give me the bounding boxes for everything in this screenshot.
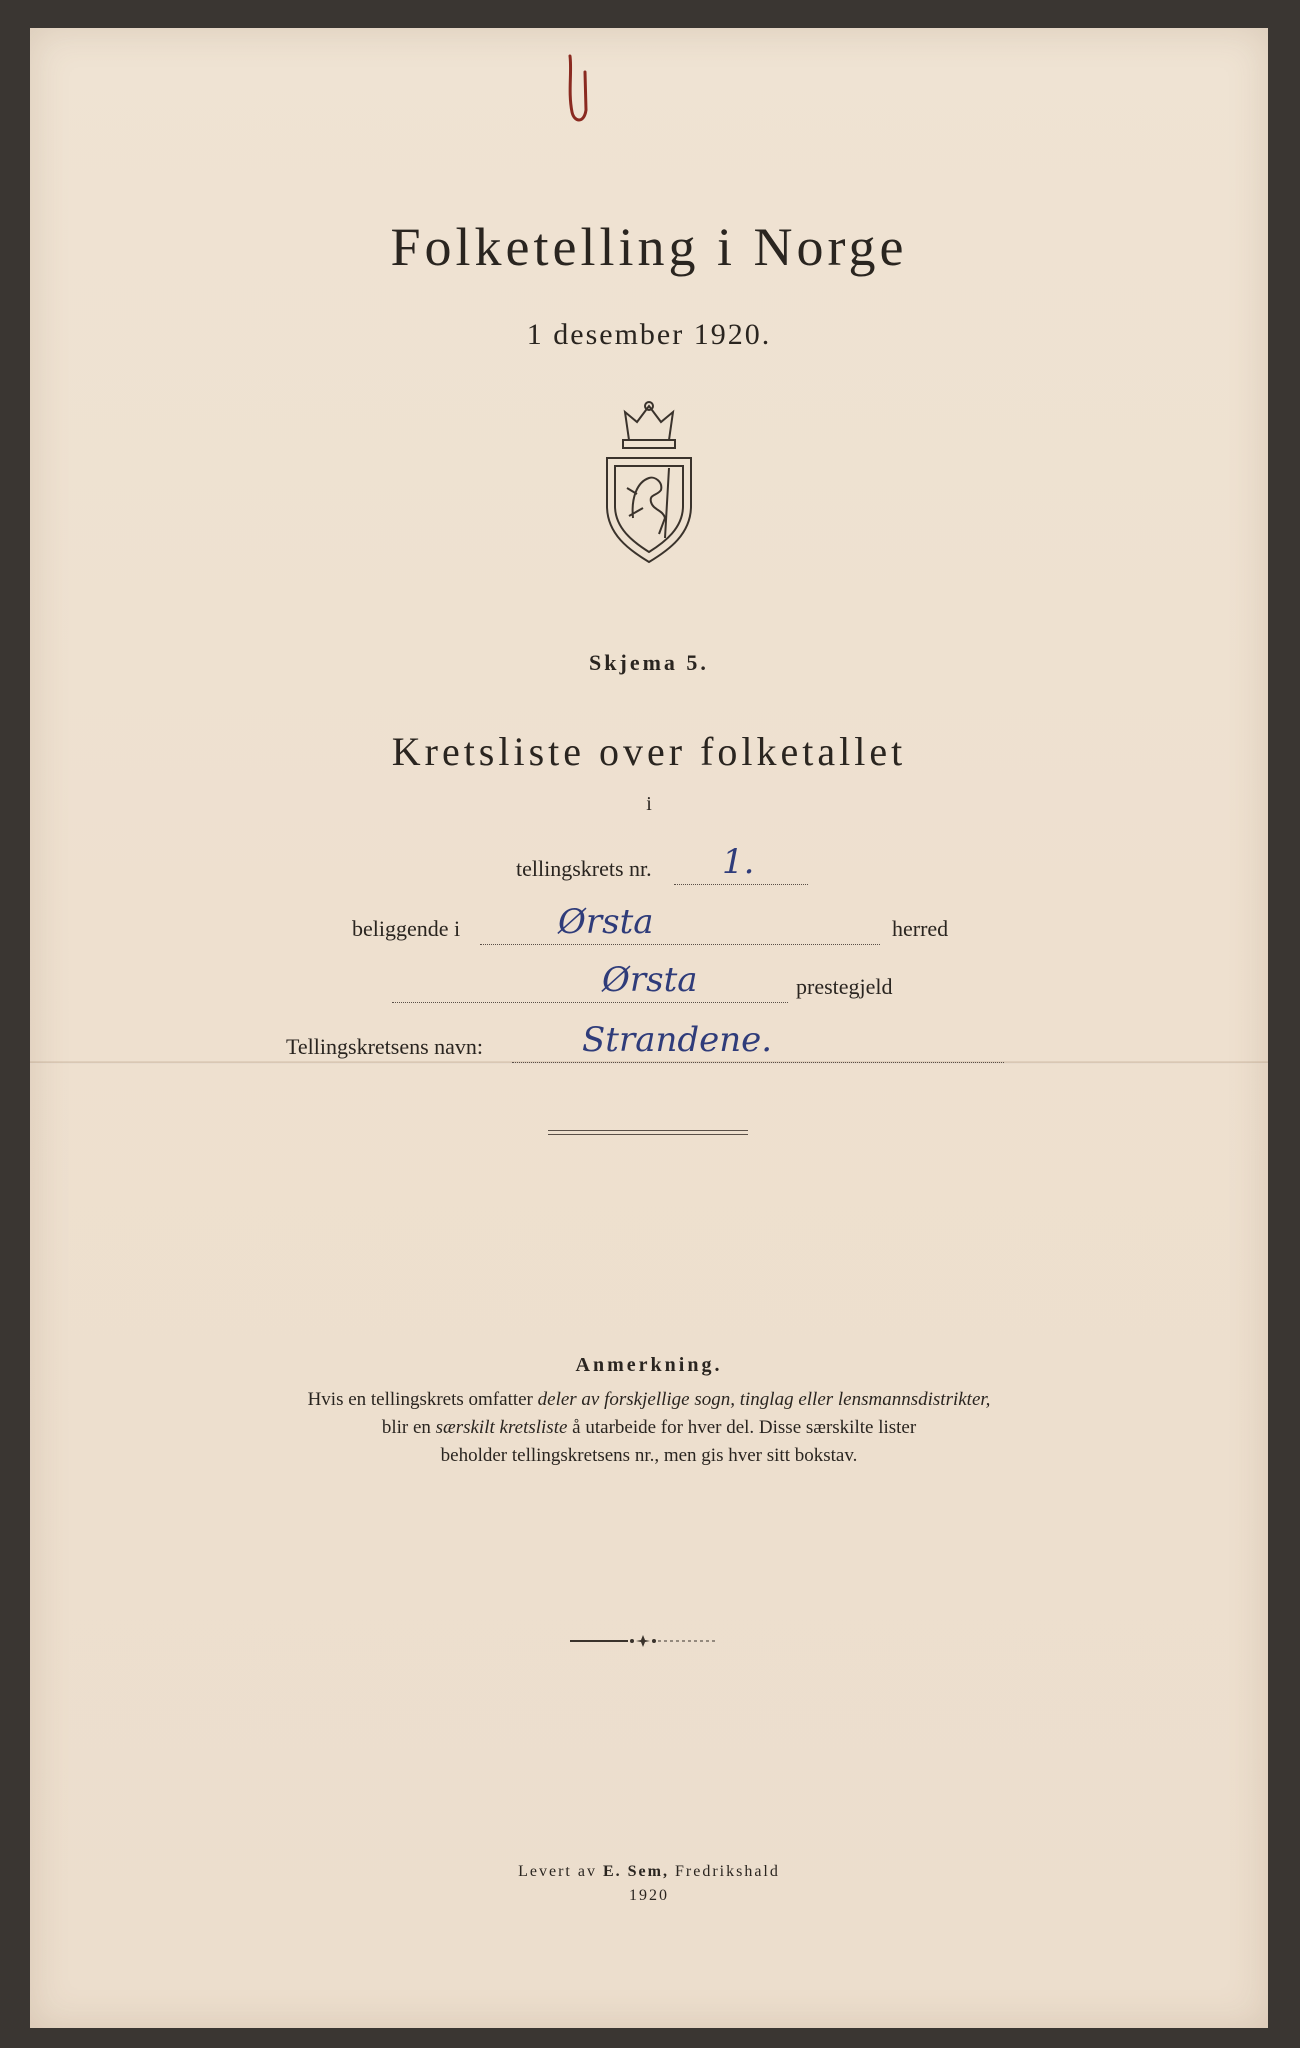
note-line-3: beholder tellingskretsens nr., men gis hver sitt bokstav. — [440, 1445, 858, 1466]
field-herred-label-after: herred — [892, 916, 949, 941]
note-line-2-text-a: blir en — [381, 1417, 436, 1438]
printer-year: 1920 — [629, 1887, 669, 1904]
field-tellingskrets-label: tellingskrets nr. — [516, 856, 652, 881]
field-kretsnavn-value: Strandene. — [582, 1020, 773, 1060]
field-herred-line — [480, 916, 880, 945]
printer-name: E. Sem, — [602, 1863, 669, 1880]
connector-word: i — [646, 793, 652, 815]
census-date: 1 desember 1920. — [526, 318, 772, 351]
page-title: Folketelling i Norge — [390, 217, 908, 277]
field-tellingskrets-value: 1. — [722, 842, 755, 882]
field-herred — [352, 902, 1012, 950]
note-line-1-emphasis: deler av forskjellige sogn, tinglag eller lensmannsdistrikter, — [537, 1389, 991, 1410]
field-tellingskrets — [516, 842, 836, 890]
document-page — [30, 28, 1268, 2028]
printer-credit — [30, 1860, 1268, 1908]
field-prestegjeld-line — [392, 974, 788, 1003]
printer-place: Fredrikshald — [668, 1863, 780, 1880]
coat-of-arms-icon — [593, 398, 705, 566]
note-line-1-text: Hvis en tellingskrets omfatter — [307, 1389, 538, 1410]
field-kretsnavn-label: Tellingskretsens navn: — [286, 1034, 484, 1059]
note-line-1 — [30, 1386, 1268, 1414]
schema-number: Skjema 5. — [589, 650, 709, 675]
field-herred-label-before: beliggende i — [352, 916, 461, 941]
note-text — [30, 1386, 1268, 1470]
printer-line — [30, 1860, 1268, 1884]
note-line-2-text-c: å utarbeide for hver del. Disse særskilte lister — [567, 1417, 917, 1438]
field-prestegjeld-value: Ørsta — [602, 960, 698, 1000]
field-prestegjeld — [392, 960, 952, 1008]
pen-mark-icon — [558, 52, 598, 132]
note-line-2 — [30, 1414, 1268, 1442]
field-kretsnavn — [286, 1020, 1046, 1068]
field-prestegjeld-label: prestegjeld — [796, 974, 893, 999]
form-subtitle: Kretsliste over folketallet — [391, 729, 907, 774]
ornament-divider-icon — [568, 1634, 718, 1648]
note-heading: Anmerkning. — [575, 1354, 723, 1376]
printer-prefix: Levert av — [518, 1863, 603, 1880]
field-herred-value: Ørsta — [558, 902, 654, 942]
divider-rule — [548, 1130, 748, 1135]
note-line-2-emphasis: særskilt kretsliste — [435, 1417, 568, 1438]
